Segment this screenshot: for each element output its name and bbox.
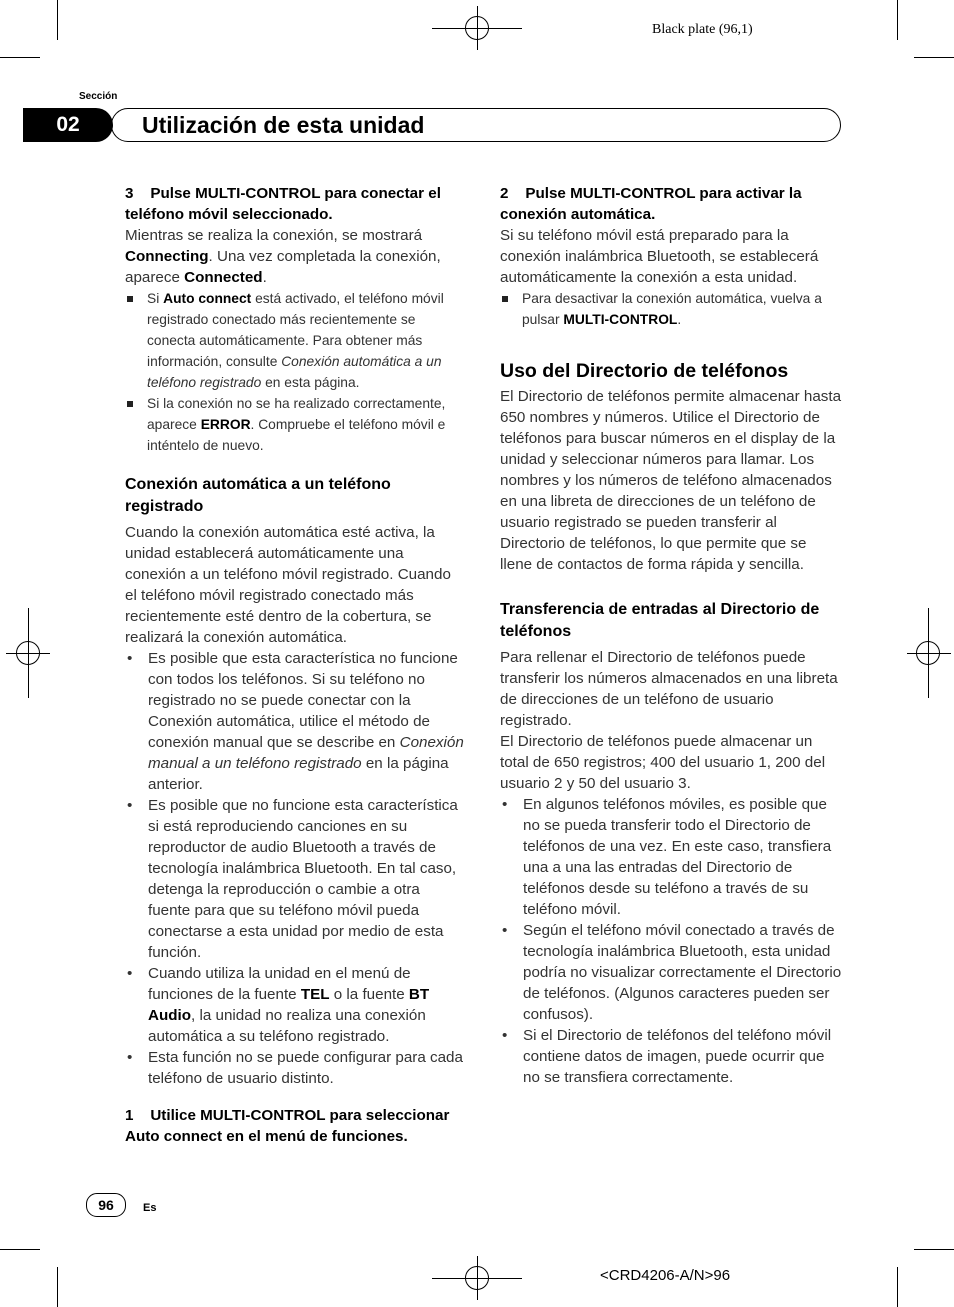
list-item: • En algunos teléfonos móviles, es posible que no se pueda transferir todo el Directorio de teléfonos de una vez. En este caso, transfiera una a una las entradas del Directorio de teléfonos desde su teléfono a través de su teléfono móvil. <box>500 794 842 920</box>
crop-mark <box>0 57 40 58</box>
square-bullet-icon <box>502 296 508 302</box>
list-item: • Si el Directorio de teléfonos del teléfono móvil contiene datos de imagen, puede ocurrir que no se transfiera correctamente. <box>500 1025 842 1088</box>
document-code: <CRD4206-A/N>96 <box>600 1267 731 1284</box>
crop-mark <box>57 1267 58 1307</box>
transfer-bullets <box>500 794 842 1088</box>
list-item: • Según el teléfono móvil conectado a través de tecnología inalámbrica Bluetooth, esta unidad podría no visualizar correctamente el Directorio de teléfonos. (Algunos caracteres pueden ser confusos). <box>500 920 842 1025</box>
registration-mark <box>465 1266 489 1290</box>
registration-mark <box>16 641 40 665</box>
crop-mark <box>914 57 954 58</box>
note-deactivate: Para desactivar la conexión automática, vuelva a pulsar MULTI-CONTROL. <box>500 288 842 330</box>
list-item: • Esta función no se puede configurar para cada teléfono de usuario distinto. <box>125 1047 465 1089</box>
crop-mark <box>0 1249 40 1250</box>
section-title-box <box>111 108 841 142</box>
step-3-text: Mientras se realiza la conexión, se mostrará Connecting. Una vez completada la conexión, aparece Connected. <box>125 227 441 286</box>
note-error: Si la conexión no se ha realizado correctamente, aparece ERROR. Compruebe el teléfono móvil e inténtelo de nuevo. <box>125 393 465 456</box>
auto-connection-paragraph: Cuando la conexión automática esté activa, la unidad establecerá automáticamente una conexión a un teléfono móvil registrado. Cuando el teléfono móvil registrado conectado más recientemente esté dentro de la cobertura, se realizará la conexión automática. <box>125 524 451 646</box>
step-3: 3 Pulse MULTI-CONTROL para conectar el teléfono móvil seleccionado. <box>125 185 441 223</box>
crop-mark <box>897 0 898 40</box>
list-item: • Cuando utiliza la unidad en el menú de funciones de la fuente TEL o la fuente BT Audio, la unidad no realiza una conexión automática a su teléfono registrado. <box>125 963 465 1047</box>
phone-book-paragraph: El Directorio de teléfonos permite almacenar hasta 650 nombres y números. Utilice el Directorio de teléfonos para buscar números en el display de la unidad y seleccionar números para llamar. Los nombres y los números de teléfono almacenados en una libreta de direcciones de un teléfono de usuario registrado se pueden transferir al Directorio de teléfonos, lo que permite que se llene de contactos de forma rápida y sencilla. <box>500 388 842 573</box>
section-title: Utilización de esta unidad <box>142 112 425 138</box>
left-column <box>125 183 465 1147</box>
plate-label: Black plate (96,1) <box>652 22 753 37</box>
list-item: • Es posible que esta característica no funcione con todos los teléfonos. Si su teléfono no registrado no se puede conectar con la Conexión automática, utilice el método de conexión manual que se describe en Conexión manual a un teléfono registrado en la página anterior. <box>125 648 465 795</box>
square-bullet-icon <box>127 296 133 302</box>
transfer-paragraph-1: Para rellenar el Directorio de teléfonos puede transferir los números almacenados en una libreta de direcciones de un teléfono de usuario registrado. <box>500 649 838 729</box>
auto-connection-bullets <box>125 648 465 1089</box>
section-number: 02 <box>23 108 113 142</box>
crop-mark <box>897 1267 898 1307</box>
page-number: 96 <box>86 1193 126 1217</box>
language-code: Es <box>143 1202 157 1214</box>
registration-mark <box>916 641 940 665</box>
list-item: • Es posible que no funcione esta característica si está reproduciendo canciones en su reproductor de audio Bluetooth a través de tecnología inalámbrica Bluetooth. En tal caso, detenga la reproducción o cambie a otra fuente para que su teléfono móvil pueda conectarse a esta unidad por medio de esta función. <box>125 795 465 963</box>
registration-mark <box>465 16 489 40</box>
step-2: 2 Pulse MULTI-CONTROL para activar la conexión automática. <box>500 185 802 223</box>
transfer-paragraph-2: El Directorio de teléfonos puede almacenar un total de 650 registros; 400 del usuario 1, 200 del usuario 2 y 50 del usuario 3. <box>500 733 826 792</box>
crop-mark <box>57 0 58 40</box>
step-1: 1 Utilice MULTI-CONTROL para seleccionar Auto connect en el menú de funciones. <box>125 1107 450 1145</box>
note-auto-connect: Si Auto connect está activado, el teléfono móvil registrado conectado más recientemente se conecta automáticamente. Para obtener más información, consulte Conexión automática a un teléfono registrado en esta página. <box>125 288 465 393</box>
heading-phone-book: Uso del Directorio de teléfonos <box>500 360 789 382</box>
crop-mark <box>914 1249 954 1250</box>
right-column <box>500 183 842 1088</box>
heading-auto-connection: Conexión automática a un teléfono registrado <box>125 476 391 515</box>
square-bullet-icon <box>127 401 133 407</box>
section-label: Sección <box>79 91 118 102</box>
step-2-text: Si su teléfono móvil está preparado para la conexión inalámbrica Bluetooth, se establecerá automáticamente la conexión a esta unidad. <box>500 227 819 286</box>
heading-transfer-entries: Transferencia de entradas al Directorio de teléfonos <box>500 601 820 640</box>
